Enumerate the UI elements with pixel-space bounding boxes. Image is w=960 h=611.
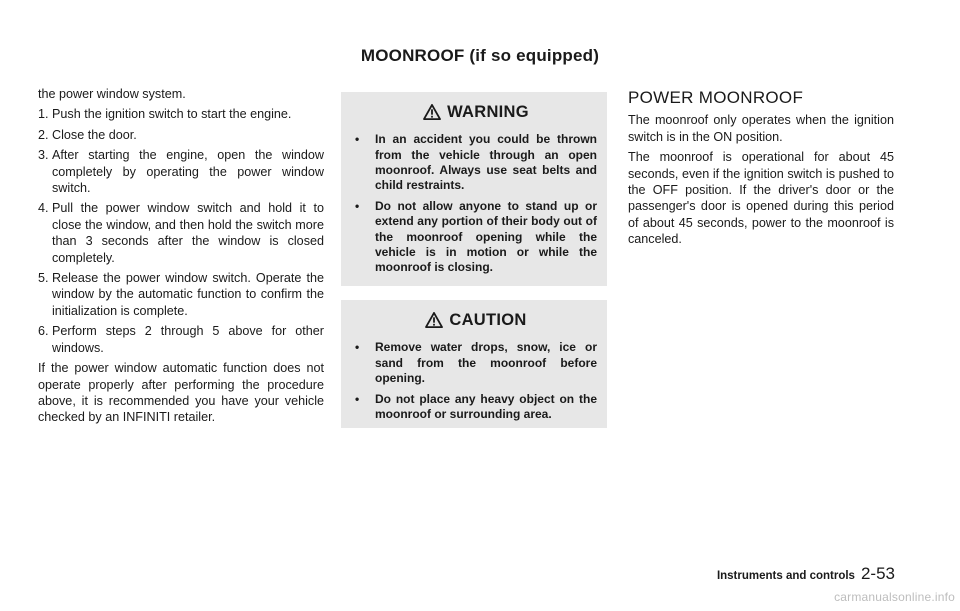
caution-text: Do not place any heavy object on the moonroof or surrounding area. [375,392,597,422]
list-item [355,392,597,422]
middle-column [341,92,607,428]
list-item [38,127,324,143]
list-item [38,147,324,196]
step-number: 6. [38,324,49,339]
warning-title-text: WARNING [447,103,529,121]
bullet: • [355,392,360,407]
paragraph: The moonroof only operates when the ignition switch is in the ON position. [628,113,894,144]
caution-box [341,300,607,428]
page-title: MOONROOF (if so equipped) [360,46,600,65]
left-column [38,86,324,430]
bullet: • [355,340,360,355]
steps-list [38,106,324,356]
step-text: Push the ignition switch to start the engine. [52,107,292,122]
caution-text: Remove water drops, snow, ice or sand from the moonroof before opening. [375,340,597,385]
step-text: Pull the power window switch and hold it to close the window, and then hold the switch more than 3 seconds after the window is closed completely. [52,201,324,265]
bullet: • [355,199,360,214]
warning-text: Do not allow anyone to stand up or extend any portion of their body out of the moonroof opening while the vehicle is in motion or while the moonroof is closing. [375,199,597,275]
list-item [38,200,324,266]
closing-paragraph: If the power window automatic function does not operate properly after performing the procedure above, it is recommended you have your vehicle checked by an INFINITI retailer. [38,361,324,425]
footer-section-label: Instruments and controls [716,570,855,582]
list-item [38,323,324,356]
list-item [355,340,597,386]
bullet: • [355,132,360,147]
list-item [38,270,324,319]
step-number: 4. [38,201,49,216]
section-heading: POWER MOONROOF [628,88,804,107]
step-text: Release the power window switch. Operate the window by the automatic function to confirm the initialization is complete. [52,271,324,318]
intro-text: the power window system. [38,87,186,101]
paragraph: The moonroof is operational for about 45 seconds, even if the ignition switch is pushed to the OFF position. If the driver's door or the passenger's door is opened during this period of about 45 seconds, power to the moonroof is canceled. [628,150,894,247]
step-number: 3. [38,148,49,163]
step-number: 2. [38,127,49,142]
list-item [38,106,324,122]
step-number: 5. [38,271,49,286]
warning-box [341,92,607,286]
step-text: Close the door. [52,127,137,142]
step-number: 1. [38,107,49,122]
warning-triangle-icon [423,104,441,120]
step-text: Perform steps 2 through 5 above for other windows. [52,324,324,355]
page-footer [700,564,895,584]
caution-title [355,312,597,328]
step-text: After starting the engine, open the window completely by operating the power window switch. [52,148,324,196]
warning-text: In an accident you could be thrown from the vehicle through an open moonroof. Always use seat belts and child restraints. [375,132,597,193]
caution-title-text: CAUTION [449,311,527,329]
caution-triangle-icon [425,312,443,328]
list-item [355,132,597,193]
watermark: carmanualsonline.info [834,590,955,604]
warning-title [355,104,597,120]
page-number: 2-53 [860,564,895,583]
right-column [628,90,894,252]
caution-list [355,340,597,422]
warning-list [355,132,597,275]
list-item [355,199,597,275]
